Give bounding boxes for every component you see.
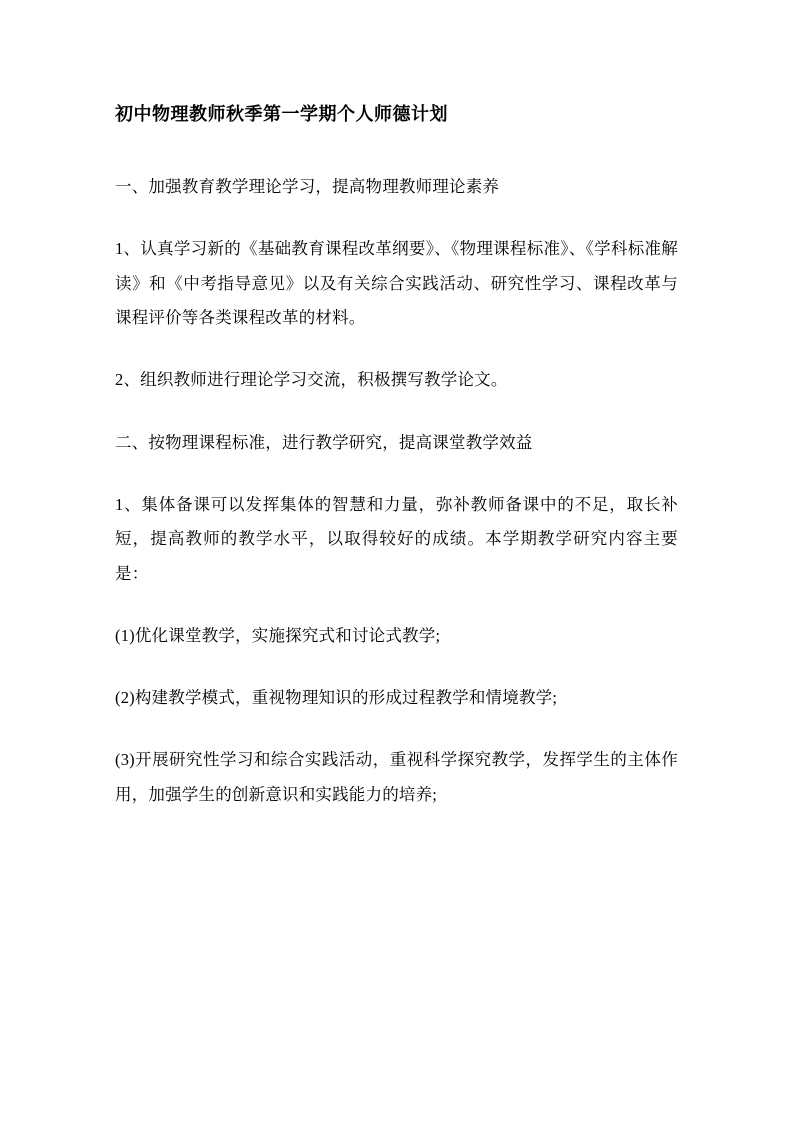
paragraph-item-2-1-a: (1)优化课堂教学，实施探究式和讨论式教学; [115,625,441,645]
page-title: 初中物理教师秋季第一学期个人师德计划 [115,104,448,124]
paragraph-section-1-heading: 一、加强教育教学理论学习，提高物理教师理论素养 [115,177,500,196]
paragraph-item-2-1-c: (3)开展研究性学习和综合实践活动，重视科学探究教学，发挥学生的主体作用，加强学生的创新意识和实践能力的培养; [115,750,678,804]
paragraph-item-1-2: 2、组织教师进行理论学习交流，积极撰写教学论文。 [115,370,508,390]
paragraph-item-2-1: 1、集体备课可以发挥集体的智慧和力量，弥补教师备课中的不足，取长补短，提高教师的教学水平，以取得较好的成绩。本学期教学研究内容主要是： [115,494,678,583]
paragraph-item-1-1: 1、认真学习新的《基础教育课程改革纲要》、《物理课程标准》、《学科标准解读》和《中考指导意见》以及有关综合实践活动、研究性学习、课程改革与课程评价等各类课程改革的材料。 [115,239,678,327]
paragraph-section-2-heading: 二、按物理课程标准，进行教学研究，提高课堂教学效益 [115,432,533,452]
paragraph-item-2-1-b: (2)构建教学模式，重视物理知识的形成过程教学和情境教学; [115,688,558,708]
